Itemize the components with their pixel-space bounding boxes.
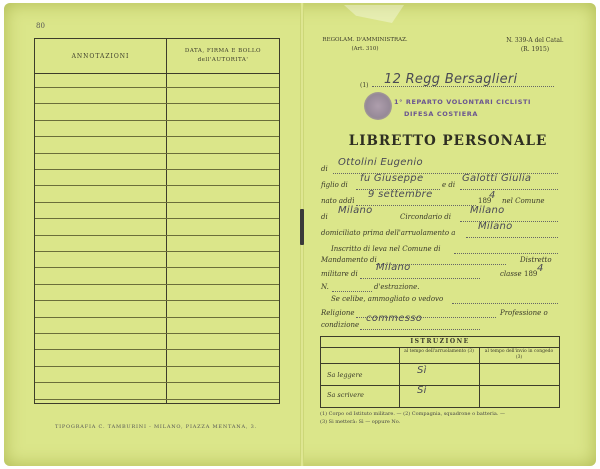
- istruzione-divider-2: [479, 347, 480, 407]
- stamp-line1: 1° REPARTO VOLONTARI CICLISTI: [394, 98, 532, 106]
- annotation-ruled-line: [35, 399, 279, 400]
- annotation-ruled-line: [35, 235, 279, 236]
- staple: [300, 209, 304, 245]
- sa-leggere-value: Sì: [417, 365, 427, 376]
- condizione-label: [321, 321, 359, 329]
- annotation-ruled-line: [35, 120, 279, 121]
- printer-imprint: TIPOGRAFIA C. TAMBURINI - MILANO, PIAZZA MENTANA, 3.: [54, 424, 258, 430]
- annotation-ruled-line: [35, 284, 279, 285]
- di2-label: di: [321, 213, 328, 221]
- domicilio-value: Milano: [478, 221, 513, 232]
- circondario-label: Circondario di: [400, 213, 451, 221]
- page-tear: [344, 5, 404, 23]
- condizione-value: commesso: [366, 313, 423, 324]
- data-firma-header: [167, 47, 279, 65]
- catalog-header-line2: (R. 1915): [520, 46, 550, 53]
- celibe-label: Se celibe, ammogliato o vedovo: [331, 295, 444, 303]
- annotation-ruled-line: [35, 202, 279, 203]
- celibe-line: [452, 293, 558, 304]
- sa-leggere-label: Sa leggere: [327, 371, 363, 379]
- mother-value: Galotti Giulia: [462, 173, 532, 184]
- mandamento-label: Mandamento di: [321, 256, 377, 264]
- estrazione-prefix: N.: [321, 283, 329, 291]
- estrazione-label: d'estrazione.: [374, 283, 420, 291]
- annotazioni-header: ANNOTAZIONI: [71, 53, 130, 60]
- e-di-label: e di: [442, 181, 456, 189]
- istruzione-table: [320, 336, 560, 408]
- sa-scrivere-label: Sa scrivere: [327, 391, 365, 399]
- condizione-label-text: condizione: [321, 321, 360, 329]
- father-value: fu Giuseppe: [360, 173, 424, 184]
- annotation-ruled-line: [35, 300, 279, 301]
- annotation-ruled-line: [35, 251, 279, 252]
- annotations-rows: [35, 73, 279, 403]
- annotations-table-header: [35, 39, 279, 74]
- annotation-ruled-line: [35, 317, 279, 318]
- annotation-ruled-line: [35, 218, 279, 219]
- classe-print: 189: [524, 270, 538, 278]
- stamp-line2: DIFESA COSTIERA: [404, 110, 478, 118]
- istruzione-divider-1: [399, 347, 400, 407]
- annotation-ruled-line: [35, 267, 279, 268]
- distretto-label: Distretto: [520, 256, 552, 264]
- classe-label: classe: [500, 270, 522, 278]
- inscritto-label: Inscritto di leva nel Comune di: [331, 245, 441, 253]
- nel-comune-label: nel Comune: [502, 197, 545, 205]
- annotation-ruled-line: [35, 382, 279, 383]
- istruzione-rule-1: [321, 363, 559, 364]
- annotation-ruled-line: [35, 87, 279, 88]
- birth-year-print: 189: [478, 197, 492, 205]
- catalog-header-line1: N. 339-A del Catal.: [506, 37, 564, 44]
- annotation-ruled-line: [35, 136, 279, 137]
- inscritto-line: [454, 243, 558, 254]
- footnote-line2: (3) Si metterà: Sì — oppure No.: [320, 419, 401, 425]
- annotation-ruled-line: [35, 153, 279, 154]
- distretto-value: Milano: [376, 262, 411, 273]
- birth-year-value: 4: [489, 190, 496, 201]
- figlio-label: figlio di: [321, 181, 348, 189]
- coat-of-arms-stamp: [364, 92, 392, 120]
- footnotes: [320, 410, 570, 426]
- annotation-ruled-line: [35, 169, 279, 170]
- annotation-ruled-line: [35, 333, 279, 334]
- regulation-header-line1: REGOLAM. D'AMMINISTRAZ.: [322, 37, 408, 43]
- istruzione-rule-2: [321, 385, 559, 386]
- catalog-header: [490, 36, 580, 54]
- annotation-ruled-line: [35, 349, 279, 350]
- istruzione-sub1: al tempo dell'arruolamento (3): [404, 349, 474, 354]
- sa-scrivere-value: Sì: [417, 385, 427, 396]
- nato-label: nato addì: [321, 197, 355, 205]
- regulation-header: [320, 36, 410, 54]
- footnote-line1: (1) Corpo od Istituto militare. — (2) Compagnia, squadrone o batteria. —: [320, 411, 505, 417]
- classe-value: 4: [537, 263, 544, 274]
- document-title: LIBRETTO PERSONALE: [348, 133, 548, 149]
- annotation-ruled-line: [35, 103, 279, 104]
- militare-label: militare di: [321, 270, 358, 278]
- istruzione-title: ISTRUZIONE: [321, 337, 559, 348]
- comune-value: Milano: [338, 205, 373, 216]
- istruzione-sub2: al tempo dell'invio in congedo (3): [484, 349, 554, 360]
- birth-date-value: 9 settembre: [368, 189, 433, 200]
- annotation-ruled-line: [35, 366, 279, 367]
- annotations-table: [34, 38, 280, 404]
- name-value: Ottolini Eugenio: [338, 157, 423, 168]
- data-firma-header-line2: dell'AUTORITA': [197, 57, 249, 63]
- professione-label: Professione o: [500, 309, 548, 317]
- page-number: 80: [36, 22, 45, 30]
- di-label: di: [321, 165, 328, 173]
- circondario-value: Milano: [470, 205, 505, 216]
- unit-marker: (1): [360, 82, 369, 89]
- estrazione-line: [332, 281, 372, 292]
- unit-handwritten: 12 Regg Bersaglieri: [384, 72, 518, 87]
- annotation-ruled-line: [35, 185, 279, 186]
- domiciliato-label: domiciliato prima dell'arruolamento a: [321, 229, 456, 237]
- religione-label: Religione: [321, 309, 355, 317]
- data-firma-header-line1: DATA, FIRMA E BOLLO: [184, 48, 262, 54]
- regulation-header-line2: (Art. 310): [351, 46, 379, 52]
